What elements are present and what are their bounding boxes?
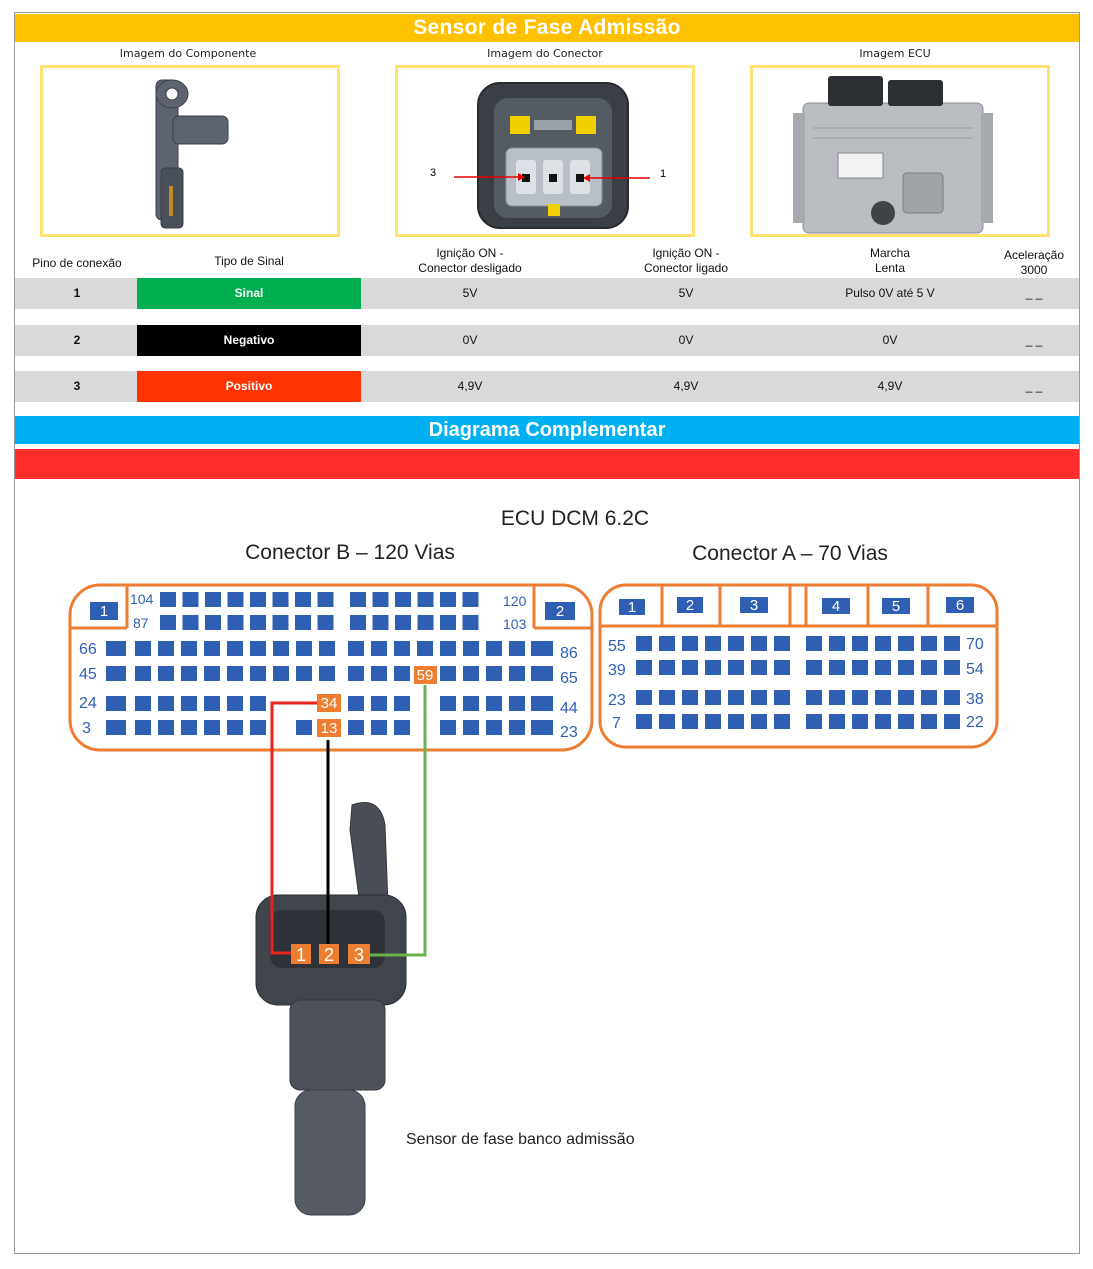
pin-cell: [463, 720, 479, 735]
pin-cell: [348, 720, 364, 735]
pin-cell: [921, 714, 937, 729]
pin-cell: [509, 696, 525, 711]
pin-cell: [463, 615, 479, 630]
pin-cell: [135, 696, 151, 711]
pin-label-b104: 104: [130, 591, 154, 607]
pin-cell: [829, 660, 845, 675]
ecu-image-label: Imagem ECU: [859, 47, 931, 60]
pin-cell: [486, 666, 502, 681]
pin-cell: [250, 696, 266, 711]
pin-cell: [371, 720, 387, 735]
pin-cell: [806, 636, 822, 651]
pin-cell: [160, 592, 176, 607]
header-idle: [800, 246, 980, 276]
pin-cell: [183, 592, 199, 607]
pin-cell: [158, 696, 174, 711]
pin-number: 3: [73, 379, 81, 393]
pin-cell: [875, 636, 891, 651]
idle-value: Pulso 0V até 5 V: [845, 286, 935, 300]
pin-cell: [682, 714, 698, 729]
header-idle-line2: Lenta: [874, 261, 906, 275]
pin-cell: [705, 660, 721, 675]
pin-cell: [318, 615, 334, 630]
pin-cell: [682, 690, 698, 705]
pin-cell: [371, 641, 387, 656]
pin-cell: [898, 660, 914, 675]
pin-label-a55: 55: [608, 638, 626, 655]
pin-label-a1: 1: [627, 599, 637, 616]
table-row: [15, 371, 1079, 402]
component-image: [40, 65, 340, 237]
pin-label-b44: 44: [560, 700, 578, 717]
pin-cell: [705, 636, 721, 651]
pin-cell: [829, 714, 845, 729]
ign-off-value: 0V: [462, 333, 478, 347]
pin-cell: [204, 696, 220, 711]
pin-cell: [898, 690, 914, 705]
pin-cell: [728, 660, 744, 675]
pin-cell: [774, 636, 790, 651]
pin-cell: [250, 720, 266, 735]
accel-value: _ _: [1025, 379, 1043, 393]
pin-cell: [852, 660, 868, 675]
pin-cell: [250, 666, 266, 681]
pin-cell: [183, 615, 199, 630]
pin-cell: [106, 720, 126, 735]
page-title: Sensor de Fase Admissão: [15, 14, 1079, 42]
pin-cell: [682, 636, 698, 651]
pin-cell: [395, 615, 411, 630]
component-image-label: Imagem do Componente: [119, 47, 257, 60]
accel-value: _ _: [1025, 333, 1043, 347]
pin-cell: [273, 666, 289, 681]
connector-a-pins: [636, 636, 960, 729]
pin-cell: [295, 615, 311, 630]
pin-cell: [181, 720, 197, 735]
pin-cell: [440, 641, 456, 656]
wiring-diagram: [15, 480, 1079, 1252]
pin-cell: [250, 615, 266, 630]
signal-badge: Positivo: [137, 371, 361, 402]
pin-cell: [944, 690, 960, 705]
pin-cell: [135, 641, 151, 656]
ecu-pin-59: 59: [416, 667, 434, 684]
pin-cell: [350, 615, 366, 630]
pin-label-b1: 1: [99, 603, 109, 620]
pin-cell: [319, 666, 335, 681]
idle-value: 0V: [882, 333, 898, 347]
pin-cell: [160, 615, 176, 630]
pin-cell: [417, 641, 433, 656]
pin-cell: [728, 690, 744, 705]
pin-label-b103: 103: [503, 616, 527, 632]
pin-label-a3: 3: [749, 597, 759, 614]
pin-cell: [636, 660, 652, 675]
pin-cell: [106, 641, 126, 656]
ecu-image: [750, 65, 1050, 237]
header-accel-line2: 3000: [1020, 263, 1048, 277]
pin-label-a39: 39: [608, 662, 626, 679]
pin-cell: [394, 666, 410, 681]
pin-cell: [875, 660, 891, 675]
pin-cell: [509, 720, 525, 735]
pin-cell: [944, 714, 960, 729]
ign-off-value: 5V: [462, 286, 478, 300]
pin-cell: [509, 641, 525, 656]
pin-cell: [296, 666, 312, 681]
header-idle-line1: Marcha: [869, 246, 910, 260]
pin-cell: [348, 696, 364, 711]
pin-cell: [898, 636, 914, 651]
pin-cell: [394, 641, 410, 656]
pin-label-a54: 54: [966, 661, 984, 678]
pin-cell: [486, 696, 502, 711]
pin-label-b120: 120: [503, 593, 527, 609]
ecu-title: ECU DCM 6.2C: [500, 507, 650, 530]
sensor-pin-1: 1: [295, 945, 307, 965]
pin-number: 1: [73, 286, 81, 300]
pin-cell: [273, 641, 289, 656]
pin-cell: [295, 592, 311, 607]
pin-cell: [440, 592, 456, 607]
pin-cell: [875, 714, 891, 729]
pin-cell: [204, 666, 220, 681]
pin-cell: [296, 720, 312, 735]
pin-label-b87: 87: [133, 615, 149, 631]
pin-cell: [319, 641, 335, 656]
pin-cell: [636, 714, 652, 729]
pin-cell: [463, 666, 479, 681]
pin-label-b23: 23: [560, 724, 578, 741]
pin-cell: [806, 714, 822, 729]
table-row: [15, 278, 1079, 309]
pin-cell: [921, 660, 937, 675]
pin-cell: [531, 696, 553, 711]
pin-cell: [944, 636, 960, 651]
pin-label-a4: 4: [831, 598, 841, 615]
section-title: Diagrama Complementar: [15, 416, 1079, 444]
pin-label-a22: 22: [966, 714, 984, 731]
pin-label-a6: 6: [955, 597, 965, 614]
connector-callout-3: 3: [430, 167, 437, 179]
pin-cell: [106, 696, 126, 711]
pin-cell: [682, 660, 698, 675]
pin-cell: [440, 666, 456, 681]
pin-cell: [440, 615, 456, 630]
pin-cell: [774, 690, 790, 705]
connector-callout-1: 1: [660, 168, 667, 180]
pin-cell: [204, 720, 220, 735]
pin-cell: [371, 666, 387, 681]
table-row: [15, 325, 1079, 356]
pin-cell: [250, 641, 266, 656]
pin-cell: [348, 666, 364, 681]
pin-cell: [659, 660, 675, 675]
pin-cell: [875, 690, 891, 705]
phase-sensor-image: [256, 803, 406, 1216]
pin-label-b24: 24: [79, 695, 97, 712]
pin-cell: [705, 690, 721, 705]
header-pin: Pino de conexão: [32, 256, 122, 270]
pin-cell: [273, 615, 289, 630]
pin-cell: [181, 641, 197, 656]
pin-cell: [228, 592, 244, 607]
pin-cell: [806, 690, 822, 705]
header-ignition-off-line2: Conector desligado: [418, 261, 522, 275]
pin-cell: [659, 690, 675, 705]
idle-value: 4,9V: [877, 379, 903, 393]
pin-label-b66: 66: [79, 641, 97, 658]
pin-cell: [509, 666, 525, 681]
pin-cell: [158, 641, 174, 656]
pin-label-b86: 86: [560, 645, 578, 662]
pin-number: 2: [73, 333, 81, 347]
accel-value: _ _: [1025, 286, 1043, 300]
pin-cell: [751, 636, 767, 651]
pin-label-a7: 7: [612, 715, 621, 732]
pin-cell: [158, 720, 174, 735]
pin-cell: [440, 720, 456, 735]
ecu-pin-13: 13: [320, 720, 338, 737]
ign-on-value: 0V: [678, 333, 694, 347]
pin-cell: [348, 641, 364, 656]
header-ignition-on: [596, 246, 776, 276]
pin-label-b65: 65: [560, 670, 578, 687]
pin-cell: [463, 641, 479, 656]
pin-cell: [531, 641, 553, 656]
connector-image-label: Imagem do Conector: [487, 47, 603, 60]
pin-cell: [751, 690, 767, 705]
pin-cell: [728, 636, 744, 651]
pin-cell: [531, 720, 553, 735]
sensor-caption: Sensor de fase banco admissão: [406, 1131, 635, 1148]
pin-cell: [158, 666, 174, 681]
pin-cell: [371, 696, 387, 711]
pin-cell: [463, 592, 479, 607]
pin-cell: [418, 615, 434, 630]
pin-cell: [852, 690, 868, 705]
pin-cell: [394, 696, 410, 711]
connector-b-title: Conector B – 120 Vias: [245, 541, 455, 564]
pin-cell: [350, 592, 366, 607]
pin-cell: [181, 666, 197, 681]
pin-cell: [751, 714, 767, 729]
pin-cell: [250, 592, 266, 607]
pin-cell: [135, 666, 151, 681]
pin-cell: [205, 592, 221, 607]
pin-label-a5: 5: [891, 598, 901, 615]
header-accel-line1: Aceleração: [1003, 248, 1065, 262]
pin-label-a38: 38: [966, 691, 984, 708]
pin-label-b3: 3: [82, 720, 91, 737]
pin-cell: [135, 720, 151, 735]
sensor-pin-3: 3: [353, 945, 365, 965]
pin-cell: [486, 641, 502, 656]
pin-cell: [829, 690, 845, 705]
pin-cell: [829, 636, 845, 651]
signal-badge: Sinal: [137, 278, 361, 309]
pin-cell: [373, 615, 389, 630]
pin-label-a2: 2: [685, 597, 695, 614]
pin-cell: [774, 714, 790, 729]
header-ignition-off-line1: Ignição ON -: [436, 246, 504, 260]
pin-cell: [227, 720, 243, 735]
pin-cell: [204, 641, 220, 656]
pin-cell: [318, 592, 334, 607]
pin-label-b2: 2: [555, 603, 565, 620]
pin-cell: [944, 660, 960, 675]
pin-cell: [227, 641, 243, 656]
pin-cell: [418, 592, 434, 607]
pin-cell: [751, 660, 767, 675]
header-ignition-on-line2: Conector ligado: [643, 261, 729, 275]
pin-cell: [486, 720, 502, 735]
pin-cell: [636, 636, 652, 651]
pin-cell: [852, 714, 868, 729]
connector-b-pins: [106, 592, 553, 735]
pin-cell: [921, 636, 937, 651]
ign-on-value: 4,9V: [673, 379, 699, 393]
header-ignition-off: [380, 246, 560, 276]
pin-cell: [728, 714, 744, 729]
pin-cell: [705, 714, 721, 729]
pin-cell: [181, 696, 197, 711]
ecu-pin-34: 34: [320, 695, 338, 712]
header-accel: [990, 248, 1078, 278]
pin-cell: [106, 666, 126, 681]
pin-cell: [394, 720, 410, 735]
header-signal-type: Tipo de Sinal: [214, 254, 284, 268]
pin-cell: [296, 641, 312, 656]
pin-cell: [806, 660, 822, 675]
connector-a-title: Conector A – 70 Vias: [692, 542, 888, 565]
pin-cell: [395, 592, 411, 607]
connector-image: [395, 65, 695, 237]
pin-cell: [659, 714, 675, 729]
pin-cell: [227, 696, 243, 711]
pin-label-a23: 23: [608, 692, 626, 709]
pin-label-b45: 45: [79, 666, 97, 683]
ign-on-value: 5V: [678, 286, 694, 300]
pin-cell: [852, 636, 868, 651]
pin-cell: [373, 592, 389, 607]
pin-cell: [898, 714, 914, 729]
pin-cell: [205, 615, 221, 630]
red-divider: [15, 449, 1079, 479]
pin-cell: [659, 636, 675, 651]
pin-cell: [228, 615, 244, 630]
pin-cell: [921, 690, 937, 705]
sensor-pin-2: 2: [323, 945, 335, 965]
pin-cell: [440, 696, 456, 711]
pin-cell: [636, 690, 652, 705]
pin-cell: [531, 666, 553, 681]
header-ignition-on-line1: Ignição ON -: [652, 246, 720, 260]
pin-cell: [273, 592, 289, 607]
signal-badge: Negativo: [137, 325, 361, 356]
ign-off-value: 4,9V: [457, 379, 483, 393]
pin-cell: [774, 660, 790, 675]
pin-cell: [227, 666, 243, 681]
pin-cell: [463, 696, 479, 711]
pin-label-a70: 70: [966, 636, 984, 653]
